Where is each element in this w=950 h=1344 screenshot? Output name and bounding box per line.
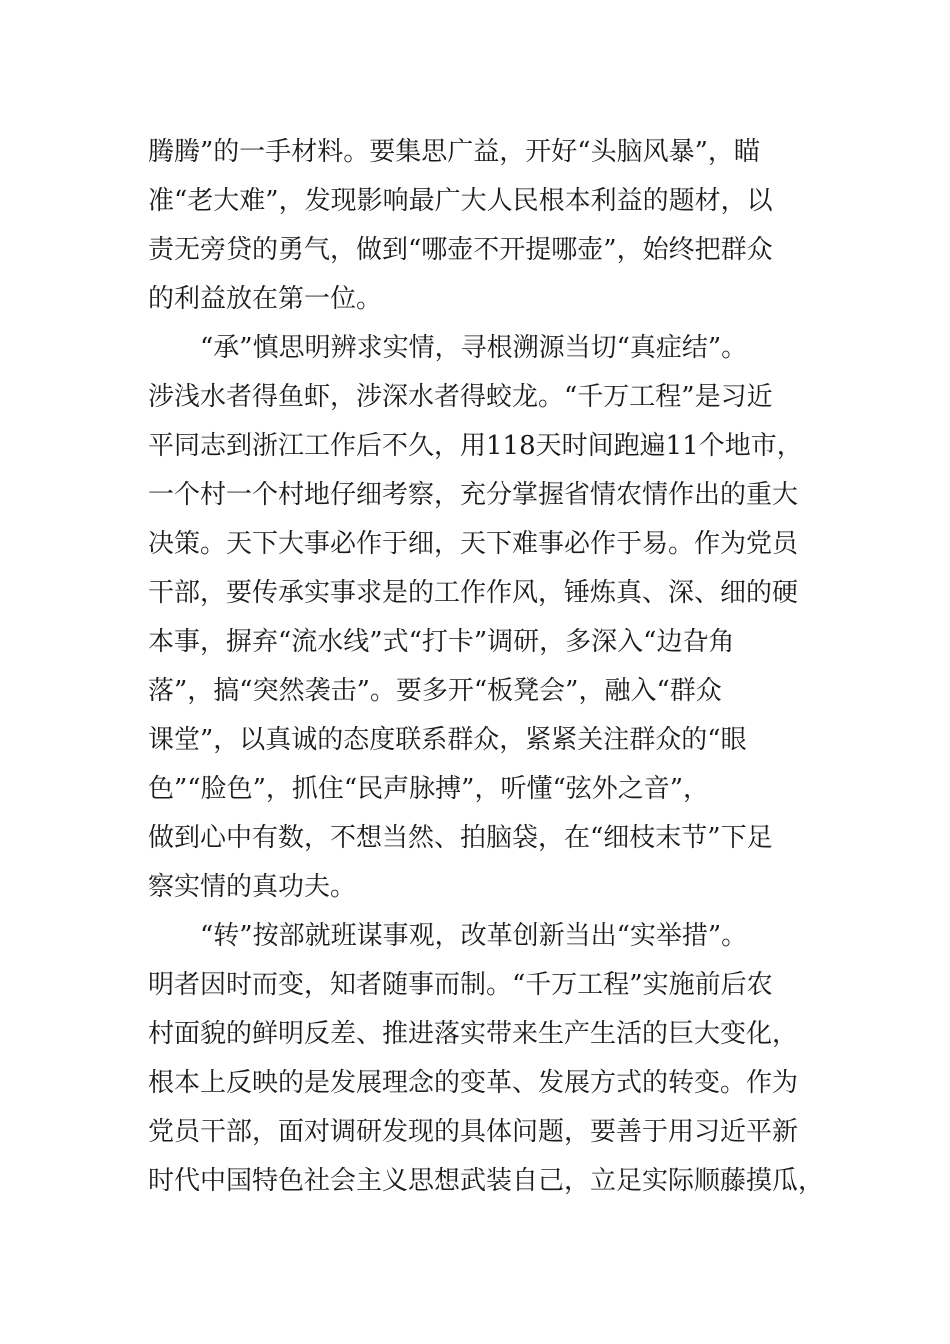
text-line: 党员干部，面对调研发现的具体问题，要善于用习近平新 [148,1117,799,1147]
text-line: 落”，搞“突然袭击”。要多开“板凳会”，融入“群众 [148,676,722,706]
text-line: “承”慎思明辨求实情，寻根溯源当切“真症结”。 [200,333,748,363]
text-line: 色”“脸色”，抓住“民声脉搏”，听懂“弦外之音”， [148,774,710,804]
text-line: 涉浅水者得鱼虾，涉深水者得蛟龙。“千万工程”是习近 [148,382,773,412]
text-line: 决策。天下大事必作于细，天下难事必作于易。作为党员 [148,529,799,559]
text-line: 干部，要传承实事求是的工作作风，锤炼真、深、细的硬 [148,578,799,608]
text-line: 村面貌的鲜明反差、推进落实带来生产生活的巨大变化， [148,1019,799,1049]
text-line: “转”按部就班谋事观，改革创新当出“实举措”。 [200,921,748,951]
text-line: 根本上反映的是发展理念的变革、发展方式的转变。作为 [148,1068,799,1098]
text-line: 准“老大难”，发现影响最广大人民根本利益的题材，以 [148,186,773,216]
text-line: 的利益放在第一位。 [148,284,383,314]
text-line: 本事，摒弃“流水线”式“打卡”调研，多深入“边旮角 [148,627,735,657]
text-line: 课堂”，以真诚的态度联系群众，紧紧关注群众的“眼 [148,725,747,755]
paragraph-1 [148,128,798,324]
text-line: 时代中国特色社会主义思想武装自己，立足实际顺藤摸瓜， [148,1166,825,1196]
text-line: 一个村一个村地仔细考察，充分掌握省情农情作出的重大 [148,480,799,510]
text-line: 察实情的真功夫。 [148,872,357,902]
text-line: 做到心中有数，不想当然、拍脑袋，在“细枝末节”下足 [148,823,773,853]
text-line: 腾腾”的一手材料。要集思广益，开好“头脑风暴”，瞄 [148,137,760,167]
text-line: 明者因时而变，知者随事而制。“千万工程”实施前后农 [148,970,773,1000]
text-line: 平同志到浙江工作后不久，用118天时间跑遍11个地市， [148,431,803,461]
paragraph-2 [148,324,803,912]
paragraph-3 [148,912,825,1206]
text-line: 责无旁贷的勇气，做到“哪壶不开提哪壶”，始终把群众 [148,235,773,265]
body-text [148,128,825,1206]
